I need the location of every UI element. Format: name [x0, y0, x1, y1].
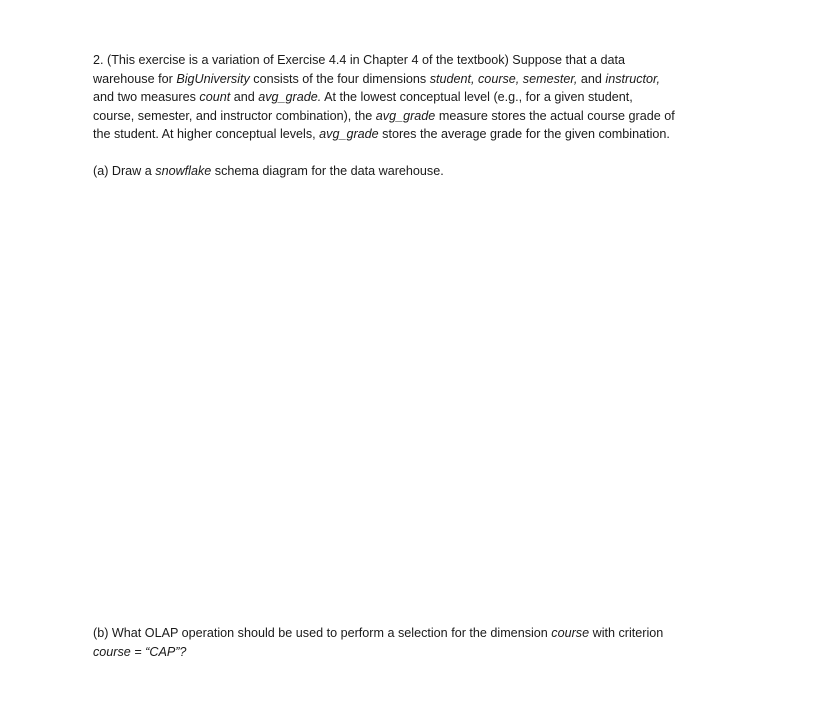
intro-line	[93, 88, 675, 107]
italic-term: student, course, semester,	[429, 71, 578, 86]
answer-space-a	[93, 190, 733, 610]
italic-term: avg_grade	[375, 108, 436, 123]
text-run: the student. At higher conceptual levels,	[93, 127, 320, 142]
text-run: with criterion	[589, 626, 664, 640]
text-run: and two measures	[93, 90, 200, 105]
text-run: and	[230, 90, 259, 105]
text-run: At the lowest conceptual level (e.g., for a given student,	[321, 90, 633, 105]
italic-term: avg_grade.	[258, 90, 322, 105]
question-b	[93, 624, 663, 661]
text-run: consists of the four dimensions	[249, 71, 430, 86]
italic-term: BigUniversity	[176, 71, 250, 86]
italic-term: course = “CAP”?	[93, 644, 187, 659]
problem-intro-paragraph	[93, 51, 675, 144]
question-a-line	[93, 162, 444, 181]
italic-term: avg_grade	[319, 127, 379, 142]
italic-term: course	[551, 626, 590, 640]
italic-term: snowflake	[155, 164, 212, 178]
text-run: and	[577, 71, 606, 86]
italic-term: count	[199, 90, 231, 105]
text-run: warehouse for	[93, 71, 177, 86]
intro-line	[93, 70, 675, 89]
intro-line	[93, 51, 675, 70]
text-run: measure stores the actual course grade of	[435, 108, 675, 123]
text-run: stores the average grade for the given combination.	[378, 127, 670, 142]
text-run: 2. (This exercise is a variation of Exercise 4.4 in Chapter 4 of the textbook) Suppose that a data	[93, 53, 626, 67]
intro-line	[93, 107, 675, 126]
text-run: schema diagram for the data warehouse.	[211, 164, 444, 178]
text-run: (a) Draw a	[93, 164, 156, 178]
italic-term: instructor,	[605, 71, 661, 86]
text-run: (b) What OLAP operation should be used to perform a selection for the dimension	[93, 626, 552, 640]
intro-line	[93, 125, 675, 144]
text-run: course, semester, and instructor combination), the	[93, 108, 376, 123]
question-a	[93, 162, 444, 181]
question-b-line	[93, 643, 663, 662]
question-b-line	[93, 624, 663, 643]
